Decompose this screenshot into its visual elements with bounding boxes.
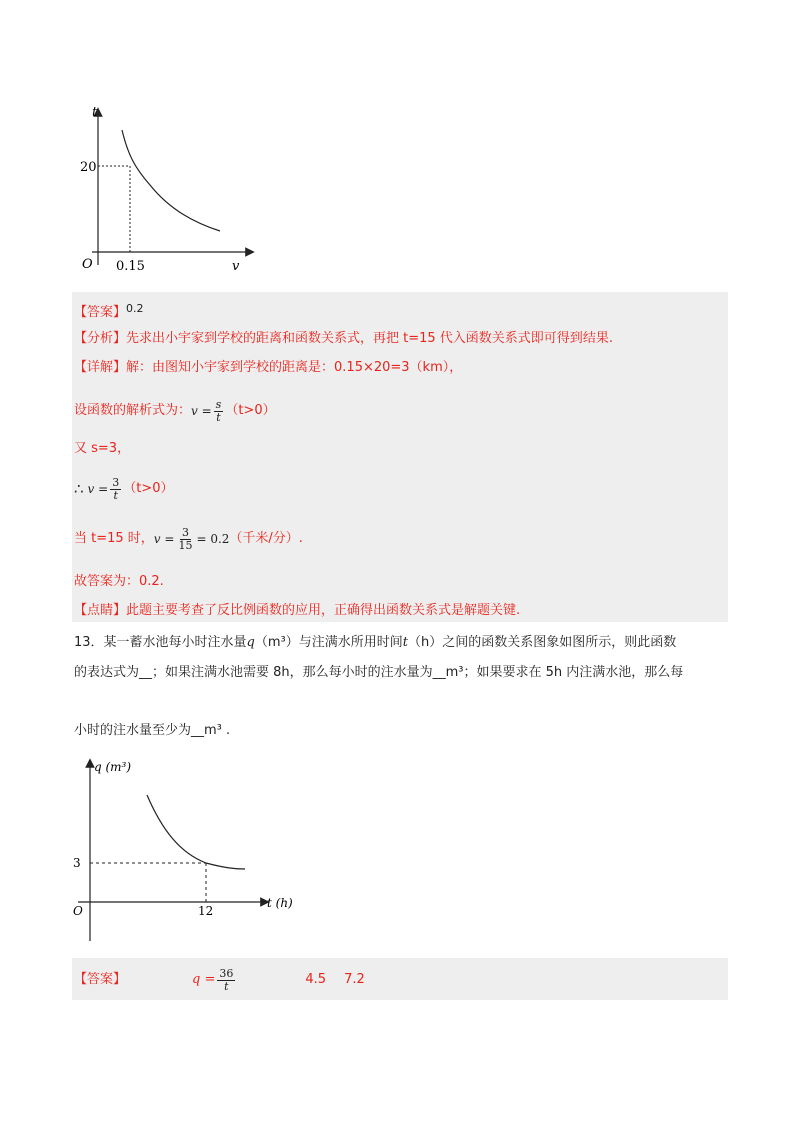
hyperbola-curve [122,130,220,231]
q13-var-t: t [402,635,408,650]
q12-line1 [74,396,276,426]
q12-analysis-line [74,330,613,348]
line2-text: 又 s=3， [74,441,131,456]
line5-text: 故答案为：0.2. [74,574,164,589]
answer-fraction [217,968,235,993]
line4-denominator: 15 [178,538,193,552]
line4-fraction [176,527,194,552]
answer-expression [192,968,237,993]
q13-question-line1 [74,634,676,652]
line1-condition: （t>0） [225,403,276,418]
y-tick-label: 20 [80,160,97,175]
origin-label: O [73,904,83,918]
q12-line4 [74,522,303,556]
q13-question-line2 [74,664,683,682]
q12-detail-line [74,359,462,377]
y-tick-label: 3 [73,856,81,870]
detail-tag: 【详解】 [74,360,127,375]
line1-numerator: s [215,397,222,411]
x-axis-label: v [232,259,240,274]
comment-tag: 【点睛】 [74,603,127,618]
answer-value: 0.2 [126,302,144,315]
analysis-text: 先求出小宇家到学校的距离和函数关系式，再把 t=15 代入函数关系式即可得到结果. [126,331,613,346]
q13-question-line3 [74,722,230,740]
q13-line3-text: 小时的注水量至少为__m³ . [74,723,231,738]
line4-lhs: v = [153,532,175,546]
line3-denominator: t [113,488,118,502]
line1-lhs: v = [191,404,212,418]
therefore-symbol: ∴ [74,480,84,498]
line3-numerator: 3 [112,475,120,489]
line3-fraction [110,477,121,502]
q13-line1-a: 13．某一蓄水池每小时注水量 [74,635,247,650]
x-axis-label: t (h) [267,896,293,910]
detail-text: 解：由图知小宇家到学校的距离是：0.15×20=3（km）， [126,360,463,375]
line3-condition: （t>0） [123,481,174,496]
q13-answer-line [74,960,714,1000]
line4-unit: （千米/分）. [229,531,303,546]
q13-line2-text: 的表达式为__；如果注满水池需要 8h，那么每小时的注水量为__m³；如果要求在 5h 内注满水池，那么每 [74,665,684,680]
answer-tag: 【答案】 [74,305,127,320]
line4-numerator: 3 [181,525,189,539]
graph-flow-time [70,755,310,945]
q12-answer-line [74,300,144,322]
line1-denominator: t [216,410,221,424]
answer-third: 7.2 [344,972,365,987]
q13-var-q: q [246,635,255,650]
q12-comment-line [74,602,520,620]
q12-line3 [74,474,173,504]
answer-denominator: t [224,979,229,993]
x-tick-label: 12 [198,904,214,918]
q12-line5 [74,573,164,591]
graph-distance-time [80,100,260,280]
y-axis-label: q (m³) [94,760,132,774]
answer-second: 4.5 [305,972,327,987]
y-axis-label: t [92,105,98,120]
line1-prefix: 设函数的解析式为： [74,403,192,418]
answer-numerator: 36 [219,966,234,980]
q12-line2 [74,440,130,458]
line4-prefix: 当 t=15 时， [74,531,154,546]
q13-line1-b: （m³）与注满水所用时间 [254,635,403,650]
analysis-tag: 【分析】 [74,331,127,346]
comment-text: 此题主要考查了反比例函数的应用，正确得出函数关系式是解题关键. [126,603,521,618]
origin-label: O [82,257,93,272]
line4-rhs: = 0.2 [196,532,230,546]
q13-line1-c: （h）之间的函数关系图象如图所示，则此函数 [408,635,677,650]
line1-fraction [214,399,224,424]
line3-lhs: v = [87,482,109,496]
answer-lhs: q = [192,972,216,987]
hyperbola-curve [147,795,245,869]
answer-tag: 【答案】 [74,972,127,987]
x-tick-label: 0.15 [116,259,145,274]
